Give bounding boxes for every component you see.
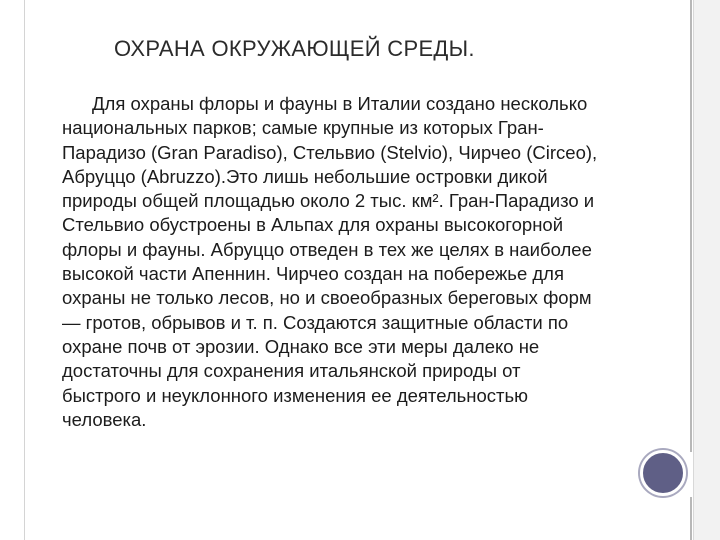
decor-circle [640,450,686,496]
body-line: охране почв от эрозии. Однако все эти меры далеко не [62,335,540,357]
body-line: высокой части Апеннин. Чирчео создан на побережье для [62,263,564,285]
body-line: достаточны для сохранения итальянской природы от [62,360,521,382]
right-decor-band [693,0,720,540]
body-line: — гротов, обрывов и т. п. Создаются защитные области по [62,311,569,333]
body-line: Для охраны флоры и фауны в Италии создано несколько [92,93,588,114]
body-line: природы общей площадью около 2 тыс. км². Гран-Парадизо и [62,190,595,212]
decor-vertical-line-bottom [690,497,692,540]
slide-title: ОХРАНА ОКРУЖАЮЩЕЙ СРЕДЫ. [114,36,475,61]
decor-vertical-line-top [690,0,692,452]
body-line: Абруццо (Abruzzo).Это лишь небольшие островки дикой [62,165,548,187]
body-line: национальных парков; самые крупные из которых Гран- [62,117,544,139]
left-margin-rule [24,0,25,540]
body-line: человека. [62,408,147,430]
body-line: флоры и фауны. Абруццо отведен в тех же целях в наиболее [62,238,592,260]
slide-body-text [62,92,654,432]
body-line: быстрого и неуклонного изменения ее деятельностью [62,384,529,406]
body-line: охраны не только лесов, но и своеобразных береговых форм [62,287,592,309]
body-line: Стельвио обустроены в Альпах для охраны высокогорной [62,214,564,236]
body-line: Парадизо (Gran Paradiso), Стельвио (Stelvio), Чирчео (Circeo), [62,141,598,163]
